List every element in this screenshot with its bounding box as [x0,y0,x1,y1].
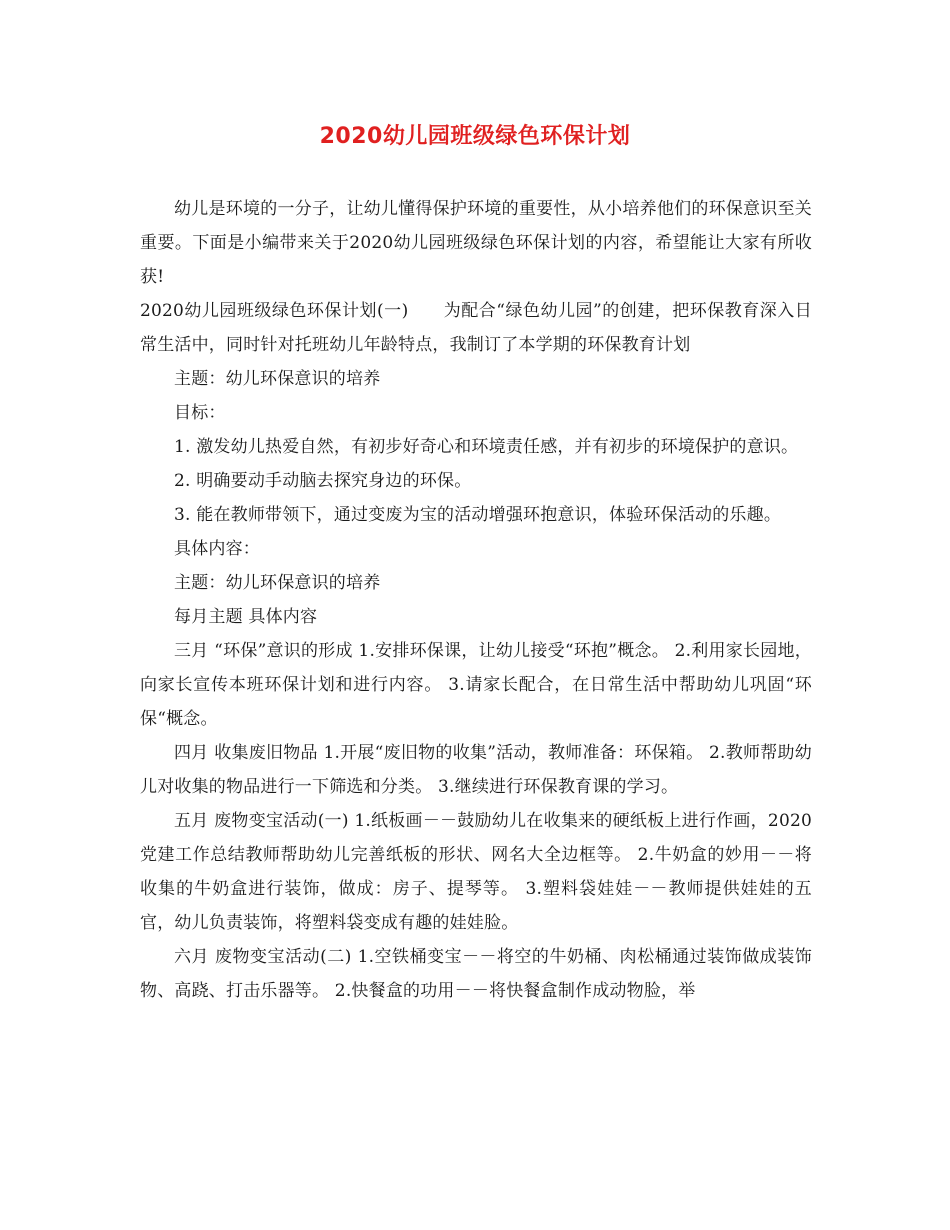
monthly-table-header: 每月主题 具体内容 [174,607,318,627]
goal-item-1: 1. 激发幼儿热爱自然，有初步好奇心和环境责任感，并有初步的环境保护的意识。 [174,437,799,457]
month-march: 三月 “环保”意识的形成 1.安排环保课，让幼儿接受“环抱”概念。 2.利用家长园地，向家长宣传本班环保计划和进行内容。 3.请家长配合，在日常生活中帮助幼儿巩固“环保“概念。 [140,641,812,729]
intro-paragraph: 幼儿是环境的一分子，让幼儿懂得保护环境的重要性，从小培养他们的环保意识至关重要。下面是小编带来关于2020幼儿园班级绿色环保计划的内容，希望能让大家有所收获! [140,199,812,287]
goal-item-2: 2. 明确要动手动脑去探究身边的环保。 [174,471,472,491]
theme-line: 主题：幼儿环保意识的培养 [174,369,381,389]
month-may: 五月 废物变宝活动(一) 1.纸板画－－鼓励幼儿在收集来的硬纸板上进行作画，2020党建工作总结教师帮助幼儿完善纸板的形状、网名大全边框等。 2.牛奶盒的妙用－－将收集的牛奶盒进行装饰，做成：房子、提琴等。 3.塑料袋娃娃－－教师提供娃娃的五官，幼儿负责装饰，将塑料袋变成有趣的娃娃脸。 [140,811,812,933]
plan-heading-paragraph: 2020幼儿园班级绿色环保计划(一) 为配合“绿色幼儿园”的创建，把环保教育深入日常生活中，同时针对托班幼儿年龄特点，我制订了本学期的环保教育计划 [140,301,812,355]
goals-heading: 目标： [174,403,226,423]
month-june: 六月 废物变宝活动(二) 1.空铁桶变宝－－将空的牛奶桶、肉松桶通过装饰做成装饰物、高跷、打击乐器等。 2.快餐盒的功用－－将快餐盒制作成动物脸，举 [140,947,812,1001]
document-title: 2020幼儿园班级绿色环保计划 [319,124,631,149]
content-heading: 具体内容： [174,539,260,559]
document-body [140,192,812,1008]
month-april: 四月 收集废旧物品 1.开展“废旧物的收集”活动，教师准备：环保箱。 2.教师帮助幼儿对收集的物品进行一下筛选和分类。 3.继续进行环保教育课的学习。 [140,743,812,797]
theme-line-2: 主题：幼儿环保意识的培养 [174,573,381,593]
goal-item-3: 3. 能在教师带领下，通过变废为宝的活动增强环抱意识，体验环保活动的乐趣。 [174,505,782,525]
